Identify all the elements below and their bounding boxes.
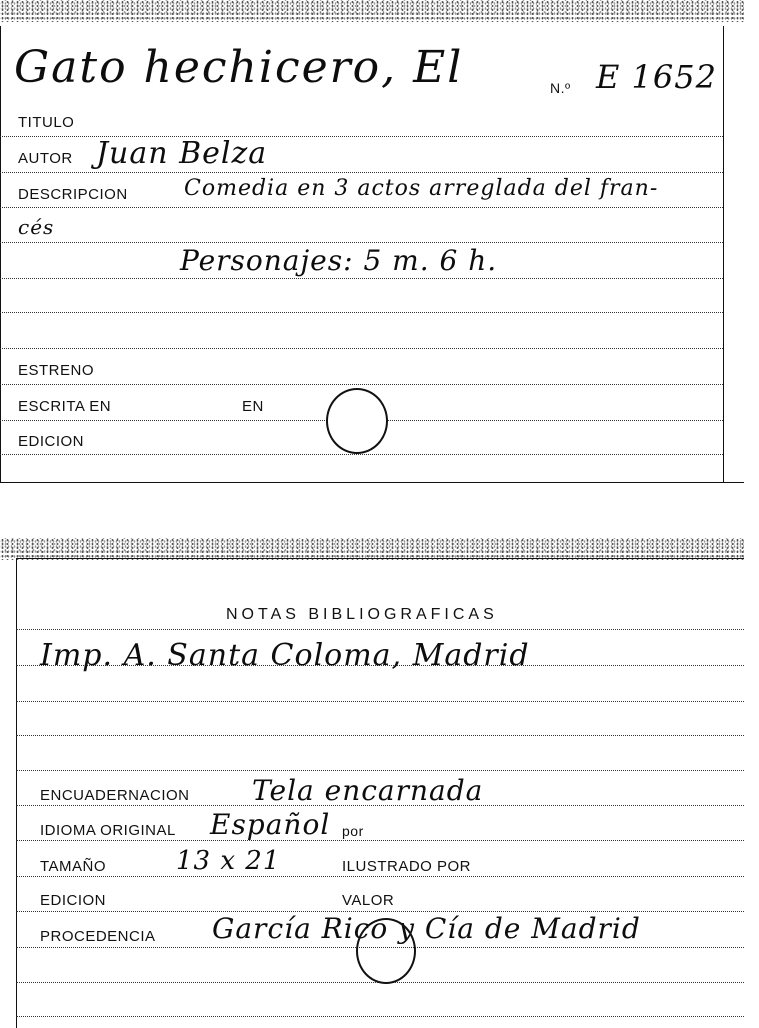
idioma-value: Español [210,808,331,841]
idioma-original-label: IDIOMA ORIGINAL [40,822,176,839]
autor-value: Juan Belza [96,136,268,171]
catalog-card-front [0,0,744,492]
notes-line-1: Imp. A. Santa Coloma, Madrid [40,638,530,673]
edicion-label: EDICION [18,433,85,450]
por-label: por [342,823,364,839]
rule-line [16,701,744,702]
rule-line [16,1016,744,1017]
rule-line [0,242,723,243]
titulo-label: TITULO [18,114,75,131]
card-left-border [0,26,1,482]
personajes-value: Personajes: 5 m. 6 h. [180,244,498,277]
rule-line [0,384,723,385]
tamano-label: TAMAÑO [40,858,107,875]
ilustrado-por-label: ILUSTRADO POR [342,858,472,875]
rule-line [0,207,723,208]
rule-line [16,770,744,771]
encuadernacion-value: Tela encarnada [252,774,484,807]
rule-line [0,278,723,279]
rule-line [16,840,744,841]
number-label: N.º [550,80,571,96]
encuadernacion-label: ENCUADERNACION [40,787,190,804]
procedencia-value: García Rico y Cía de Madrid [212,912,641,945]
rule-line [0,348,723,349]
scan-edge-top [0,538,744,560]
rule-line [16,735,744,736]
rule-line [0,454,723,455]
catalog-number: E 1652 [596,58,717,96]
title-handwritten: Gato hechicero, El [14,42,464,93]
catalog-card-back [0,538,744,1028]
notas-heading: NOTAS BIBLIOGRAFICAS [226,606,498,623]
rule-line [0,312,723,313]
punch-hole [326,388,388,454]
edicion-label-bottom: EDICION [40,892,107,909]
en-label: EN [242,398,264,415]
rule-line [16,629,744,630]
card-bottom-border [0,482,744,483]
scan-edge-top [0,0,744,22]
descripcion-label: DESCRIPCION [18,186,128,203]
autor-label: AUTOR [18,150,73,167]
tamano-value: 13 x 21 [176,846,281,876]
descripcion-line-1: Comedia en 3 actos arreglada del fran- [184,176,659,201]
card-top-border [16,558,744,559]
escrita-en-label: ESCRITA EN [18,398,112,415]
descripcion-line-2: cés [18,215,55,239]
valor-label: VALOR [342,892,395,909]
rule-line [0,172,723,173]
rule-line [16,876,744,877]
card-right-border [723,26,724,482]
estreno-label: ESTRENO [18,362,95,379]
punch-hole [356,918,416,984]
procedencia-label: PROCEDENCIA [40,928,156,945]
